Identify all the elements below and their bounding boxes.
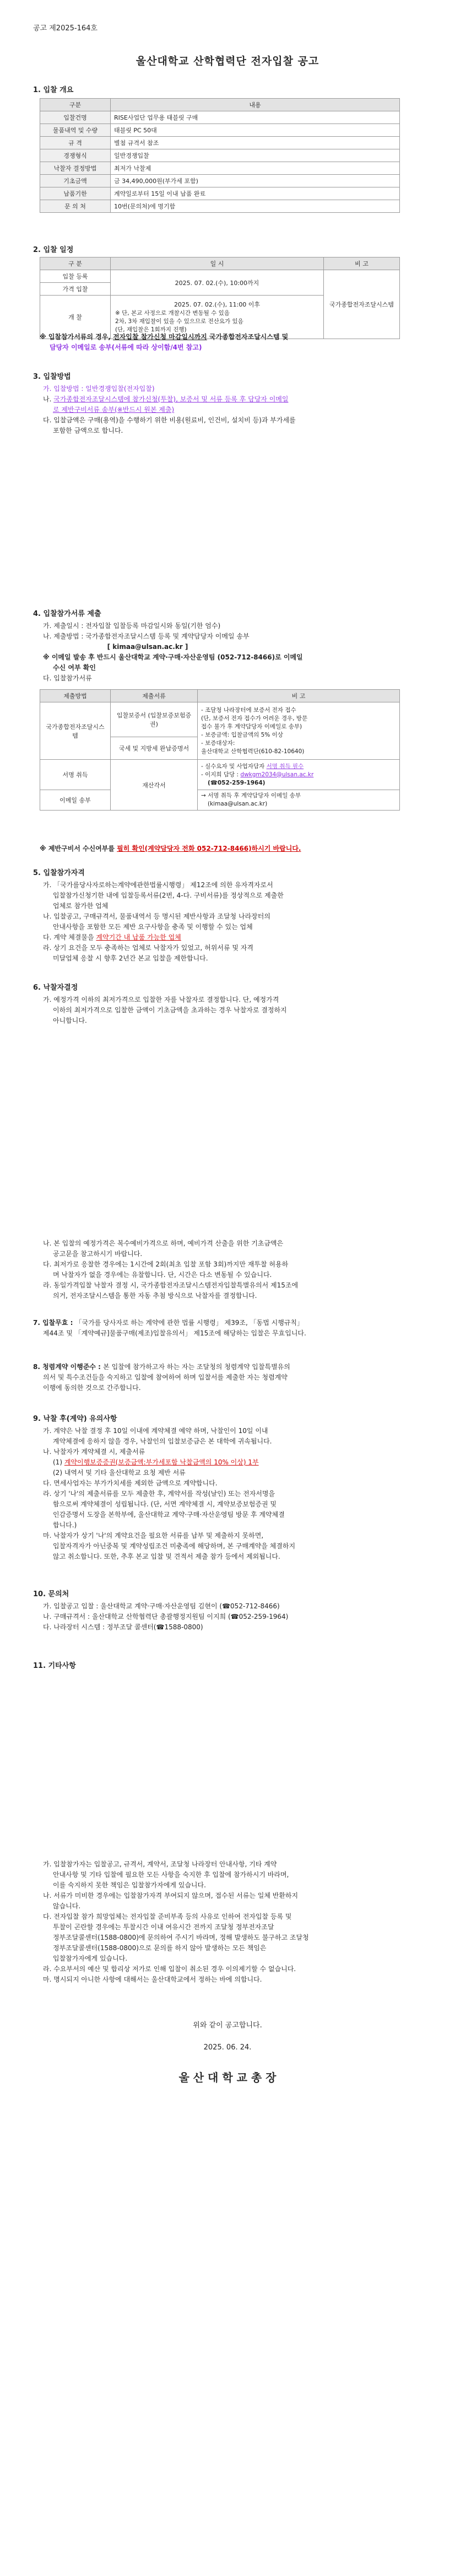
paragraph-line: 마. 명시되지 아니한 사항에 대해서는 울산대학교에서 정하는 바에 의합니다.	[43, 1976, 262, 1983]
section-4-heading: 4. 입찰참가서류 제출	[33, 610, 101, 618]
paragraph-line: 계약기간 내 납품 가능한 업체	[96, 933, 181, 941]
paragraph-line: 계약체결에 응하지 않을 경우, 낙찰인의 입찰보증금은 본 대학에 귀속됩니다.	[53, 1437, 272, 1445]
col-documents: 제출서류	[111, 690, 198, 702]
paragraph-line: 로 제반구비서류 송부(※반드시 원본 제출)	[53, 406, 175, 414]
section-8-heading: 8. 청렴계약 이행준수 :	[33, 1363, 104, 1371]
section-6-body	[43, 995, 423, 1026]
document-note	[198, 790, 400, 811]
section-6-body-cont	[43, 1238, 423, 1301]
note-line: dwkgm2034@ulsan.ac.kr	[240, 771, 314, 778]
paragraph-line: (052-712-8466)로 이메일	[217, 653, 303, 661]
paragraph-line: 마. 낙찰자가 상기 '나'의 계약요건을 필요한 서류를 납부 및 제출하지 못하면,	[43, 1532, 264, 1539]
section-4-body	[43, 621, 423, 684]
paragraph-line: 않습니다.	[53, 1902, 81, 1910]
note-line: - 조달청 나라장터에 보증서 전자 접수	[201, 706, 296, 713]
paragraph-line: (2) 내역서 및 기타 울산대학교 요청 제반 서류	[53, 1469, 186, 1477]
paragraph-line: 정부조달콜센터(1588-0800)으로 문의를 하지 않아 발생하는 모든 책임은	[53, 1944, 267, 1952]
schedule-remark: 국가종합전자조달시스템	[324, 270, 400, 339]
footnote-text: 전자입찰 참가신청 마감일시까지	[113, 333, 207, 341]
paragraph-line: 다. 최저가로 응찰한 경우에는 1시간에 2회(최초 입찰 포함 3회)까지만 재투찰 허용하	[43, 1260, 289, 1268]
section-9-heading: 9. 낙찰 후(계약) 유의사항	[33, 1415, 117, 1423]
document-item: 국세 및 지방세 완납증명서	[111, 737, 198, 760]
row-label: 기초금액	[40, 175, 111, 187]
closing-announcement: 위와 같이 공고합니다.	[193, 2021, 262, 2030]
phone-icon: ☎	[230, 1613, 239, 1620]
paragraph-line: 안내사항을 포함한 모든 제반 요구사항을 충족 및 이행할 수 있는 업체	[53, 923, 253, 931]
row-value: 별첨 규격서 참조	[111, 137, 400, 149]
bid-register-label: 입찰 등록	[40, 270, 111, 283]
opening-note: 2차, 3차 재입찰이 있을 수 있으므로 전산요가 있음	[115, 318, 243, 325]
paragraph-line: 가. 계약은 낙찰 결정 후 10일 이내에 계약체결 예약 하며, 낙찰인이 10일 이내	[43, 1427, 268, 1435]
row-value: RISE사업단 업무용 태블릿 구매	[111, 111, 400, 124]
price-bid-label: 가격 입찰	[40, 283, 111, 296]
section-1-heading: 1. 입찰 개요	[33, 86, 74, 94]
paragraph-line: 입찰자격자가 아닌중복 및 계약성립조건 미충족에 해당하며, 본 구매계약을 체결하지	[53, 1542, 296, 1550]
paragraph-line: 입찰참가자에게 있습니다.	[53, 1955, 128, 1962]
document-note	[198, 702, 400, 760]
row-value: 계약일로부터 15일 이내 납품 완료	[111, 187, 400, 200]
note-line: 접수 불가 후 계약담당자 이메일로 송부)	[201, 723, 302, 730]
bid-period-value: 2025. 07. 02.(수), 10:00까지	[111, 270, 324, 296]
footnote-text: 필히 확인(계약담당자 전화 052-712-8466)하시기 바랍니다.	[117, 845, 301, 852]
row-value: 10번(문의처)에 명기함	[111, 200, 400, 213]
row-value: 최저가 낙찰제	[111, 162, 400, 175]
paragraph-line: 다. 전자입찰 참가 희망업체는 전자입찰 준비부족 등의 사유로 인하여 전자입찰 등록 및	[43, 1913, 292, 1920]
table-row	[40, 200, 400, 213]
row-label: 입찰건명	[40, 111, 111, 124]
col-method: 제출방법	[40, 690, 111, 702]
paragraph-line: 다. 입찰참가서류	[43, 674, 92, 682]
paragraph-line: ※ 이메일 발송 후 반드시 울산대학교 계약·구매·자산운영팀	[43, 653, 218, 661]
note-line: - 실수요자 및 사업자담자	[201, 763, 267, 770]
paragraph-line: 아니합니다.	[53, 1017, 87, 1024]
paragraph-line: 다. 입찰금액은 구매(용역)을 수행하기 위한 비용(원료비, 인건비, 설치비 등)과 부가세를	[43, 416, 296, 424]
opening-note: ※ 단, 본교 사정으로 개찰시간 변동될 수 있음	[115, 309, 230, 316]
paragraph-line: 「국가를 당사자로 하는 계약에 관한 법률 시행령」 제39조, 「동법 시행규칙」	[75, 1319, 304, 1327]
method-group: 국가종합전자조달시스템	[40, 702, 111, 760]
paragraph-line: 라. 동일가격입찰 낙찰자 결정 시, 국가종합전자조달시스템전자입찰특별유의서 제15조에	[43, 1281, 299, 1289]
paragraph-line: 나.	[43, 395, 54, 403]
paragraph-line: 의거, 전자조달시스템을 통한 자동 추첨 방식으로 낙찰자를 결정합니다.	[53, 1292, 257, 1300]
table-row	[40, 111, 400, 124]
paragraph-line: 안내사항 및 기타 입찰에 필요한 모든 사항을 숙지한 후 입찰에 참가하시기 바라며,	[53, 1871, 289, 1879]
col-datetime: 일 시	[111, 257, 324, 270]
paragraph-line: 투찰이 곤란할 경우에는 투찰시간 이내 여유시간 전까지 조달청 정부전자조달	[53, 1923, 274, 1931]
paragraph-line: 라. 수요부서의 예산 및 합리상 저가로 인해 입찰이 취소된 경우 이의제기할 수 없습니다.	[43, 1965, 296, 1973]
section-11-heading: 11. 기타사항	[33, 1662, 76, 1670]
paragraph-line: 수신 여부 확인	[53, 664, 96, 672]
paragraph-line: (1)	[53, 1458, 64, 1466]
footnote-text: 국가종합전자조달시스템 및	[207, 333, 289, 341]
paragraph-line: 제44조 및 「계약예규]물품구매(제조)입찰유의서」 제15조에 해당하는 입찰은 무효입니다.	[43, 1329, 306, 1337]
paragraph-line: 의서 및 특수조건들을 숙지하고 입찰에 참여하여 하며 입찰서를 제출한 자는 청렴계약	[43, 1373, 288, 1381]
note-line: 울산대학교 산학협력단(610-82-10640)	[201, 748, 305, 755]
paragraph-line: 본 입찰에 참가하고자 하는 자는 조달청의 청렴계약 입찰특별유의	[103, 1363, 290, 1371]
paragraph-line: 입찰참가신청기한 내에 입찰등록서류(2번, 4-다. 구비서류)를 정상적으로 제출한	[53, 892, 284, 899]
contact-line: 1588-0800)	[164, 1623, 203, 1631]
row-value: 금 34,490,000원(부가세 포함)	[111, 175, 400, 187]
row-label: 물품내역 및 수량	[40, 124, 111, 137]
section-10-heading: 10. 문의처	[33, 1590, 69, 1598]
note-line: (단, 보증서 전자 접수가 어려운 경우, 방문	[201, 715, 308, 722]
col-note: 비 고	[198, 690, 400, 702]
paragraph-line: 이하의 최저가격으로 입찰한 금액이 기초금액을 초과하는 경우 낙찰자로 결정하지	[53, 1006, 287, 1014]
method-group: 이메일 송부	[40, 790, 111, 811]
section-10-body	[43, 1601, 423, 1633]
paragraph-line: 미달업체 응찰 시 향후 2년간 본교 입찰을 제한합니다.	[53, 954, 208, 962]
section-6-heading: 6. 낙찰자결정	[33, 984, 78, 992]
row-label: 납품기한	[40, 187, 111, 200]
paragraph-line: 나. 제출방법 : 국가종합전자조달시스템 등록 및 계약담당자 이메일 송부	[43, 632, 250, 640]
row-value: 태블릿 PC 50대	[111, 124, 400, 137]
contact-line: 가. 입찰공고 입찰 : 울산대학교 계약·구매·자산운영팀 김현이 (	[43, 1602, 223, 1610]
paragraph-line: 이를 숙지하지 못한 책임은 입찰참가자에게 있습니다.	[53, 1881, 206, 1889]
note-line: - 보증금액: 입찰금액의 5% 이상	[201, 731, 283, 738]
paragraph-line: 이행에 동의한 것으로 간주합니다.	[43, 1384, 141, 1392]
row-label: 규 격	[40, 137, 111, 149]
note-line: - 보증대상자:	[201, 739, 235, 747]
table-row	[40, 149, 400, 162]
schedule-footnote	[40, 332, 420, 353]
section-3-body	[43, 384, 423, 436]
section-3-heading: 3. 입찰방법	[33, 373, 71, 381]
col-division: 구 분	[40, 257, 111, 270]
opening-label: 개 찰	[40, 296, 111, 339]
section-2-heading: 2. 입찰 일정	[33, 246, 74, 254]
paragraph-line: 가. 입찰방법 : 일반경쟁입찰(전자입찰)	[43, 385, 155, 393]
paragraph-line: 나. 입찰공고, 구매규격서, 물품내역서 등 명시된 제반사항과 조달청 나라장터의	[43, 913, 270, 920]
section-9-body	[43, 1426, 423, 1562]
notice-number: 공고 제2025-164호	[33, 24, 98, 33]
paragraph-line: 업체로 참가한 업체	[53, 902, 109, 910]
paragraph-line: 가. 입찰참가자는 입찰공고, 규격서, 계약서, 조달청 나라장터 안내사항, 기타 계약	[43, 1860, 277, 1868]
paragraph-line: 계약이행보증증권(보증금액:부가세포함 낙찰금액의 10% 이상) 1부	[64, 1458, 259, 1466]
opening-time: 2025. 07. 02.(수), 11:00 이후	[174, 300, 261, 308]
overview-table	[40, 98, 400, 213]
col-remark: 비 고	[324, 257, 400, 270]
section-5-body	[43, 880, 423, 964]
paragraph-line: 다. 면세사업자는 부가가치세를 제외한 금액으로 계약합니다.	[43, 1479, 218, 1487]
contact-email: [ kimaa@ulsan.ac.kr ]	[107, 643, 188, 651]
table-row	[40, 137, 400, 149]
paragraph-line: 국가종합전자조달시스템에 참가신청(투찰), 보증서 및 서류 등록 후 담당자 이메일	[53, 395, 289, 403]
note-line: - 이지희 담당 :	[201, 771, 241, 778]
row-label: 낙찰자 결정방법	[40, 162, 111, 175]
paragraph-line: 나. 낙찰자가 계약체결 시, 제출서류	[43, 1448, 145, 1456]
table-row	[40, 162, 400, 175]
footnote-text: 담당자 이메일로 송부(서류에 따라 상이함/4번 참고)	[50, 344, 202, 351]
row-value: 일반경쟁입찰	[111, 149, 400, 162]
paragraph-line: 며 낙찰자가 없을 경우에는 유찰합니다. 단, 시간은 다소 변동될 수 있습니다.	[53, 1271, 272, 1279]
paragraph-line: 인감증명서 도장을 본학부에, 울산대학교 계약·구매·자산운영팀 방문 후 계약체결	[53, 1511, 285, 1518]
method-group: 서명 취득	[40, 760, 111, 790]
paragraph-line: 라. 상기 요건을 모두 충족하는 업체로 낙찰자가 있었고, 허위서류 및 자격	[43, 944, 253, 952]
note-line: → 서명 취득 후 계약담당자 이메일 송부	[201, 792, 301, 799]
paragraph-line: 가. 제출일시 : 전자입찰 입찰등록 마감일시와 동일(기한 엄수)	[43, 622, 221, 630]
contact-line: 052-712-8466)	[230, 1602, 280, 1610]
table-row	[40, 124, 400, 137]
phone-icon: ☎	[222, 1602, 231, 1610]
contact-line: 다. 나라장터 시스템 : 정부조달 콜센터(	[43, 1623, 156, 1631]
section-7-heading: 7. 입찰무효 :	[33, 1319, 75, 1327]
table-row	[40, 175, 400, 187]
row-label: 경쟁형식	[40, 149, 111, 162]
document-note	[198, 760, 400, 790]
paragraph-line: 라. 상기 '나'의 제출서류를 모두 제출한 후, 계약서를 작성(날인) 또는 전자서명을	[43, 1490, 275, 1498]
paragraph-line: 가. 「국가를당사자로하는계약에관한법률시행령」 제12조에 의한 유자격자로서	[43, 881, 273, 889]
col-content: 내용	[111, 99, 400, 111]
contact-line: 052-259-1964)	[239, 1613, 289, 1620]
paragraph-line: 함으로써 계약체결이 성립됩니다. (단, 서면 계약체결 시, 계약보증보험증권 및	[53, 1500, 277, 1508]
section-11-body	[43, 1859, 423, 1985]
documents-footnote	[40, 844, 420, 854]
notice-date: 2025. 06. 24.	[203, 2043, 252, 2052]
table-row	[40, 187, 400, 200]
page-title: 울산대학교 산학협력단 전자입찰 공고	[136, 55, 319, 67]
paragraph-line: 다. 계약 체결물을	[43, 933, 96, 941]
opening-note: (단, 재입찰은 1회까지 진행)	[115, 326, 187, 333]
paragraph-line: 않고 취소합니다. 또한, 추후 본교 입찰 및 견적서 제출 참가 등에서 제외됩니다.	[53, 1553, 280, 1560]
signer: 울 산 대 학 교 총 장	[178, 2071, 277, 2084]
col-label: 구분	[40, 99, 111, 111]
section-8	[33, 1362, 423, 1393]
paragraph-line: 포함한 금액으로 합니다.	[53, 427, 123, 434]
document-item: 재산각서	[111, 760, 198, 811]
contact-line: 나. 구매규격서 : 울산대학교 산학협력단 총괄행정지원팀 이지희 (	[43, 1613, 231, 1620]
phone-icon: ☎	[156, 1623, 165, 1631]
section-5-heading: 5. 입찰참가자격	[33, 869, 85, 877]
note-line: 서명 취득 필수	[266, 763, 304, 770]
note-line: (kimaa@ulsan.ac.kr)	[208, 801, 268, 807]
paragraph-line: 나. 본 입찰의 예정가격은 복수예비가격으로 하며, 예비가격 산출을 위한 기초금액은	[43, 1239, 284, 1247]
documents-table	[40, 689, 400, 811]
paragraph-line: 합니다.)	[53, 1521, 77, 1529]
schedule-table	[40, 257, 400, 339]
paragraph-line: 나. 서류가 미비한 경우에는 입찰참가자격 부여되지 않으며, 접수된 서류는 일체 반환하지	[43, 1892, 299, 1899]
paragraph-line: 공고문을 참고하시기 바랍니다.	[53, 1250, 143, 1258]
footnote-text: ※ 제반구비서 수신여부를	[40, 845, 117, 852]
note-line: (☎052-259-1964)	[208, 779, 266, 786]
footnote-text: ※ 입찰참가서류의 경우,	[40, 333, 113, 341]
section-7	[33, 1318, 423, 1339]
document-item: 입찰보증서 (입찰보증보험증권)	[111, 702, 198, 737]
paragraph-line: 가. 예정가격 이하의 최저가격으로 입찰한 자를 낙찰자로 결정합니다. 단, 예정가격	[43, 996, 279, 1003]
paragraph-line: 정부조달콜센터(1588-0800)에 문의하여 주시기 바라며, 정해 발생하도 불구하고 조달청	[53, 1934, 309, 1941]
row-label: 문 의 처	[40, 200, 111, 213]
